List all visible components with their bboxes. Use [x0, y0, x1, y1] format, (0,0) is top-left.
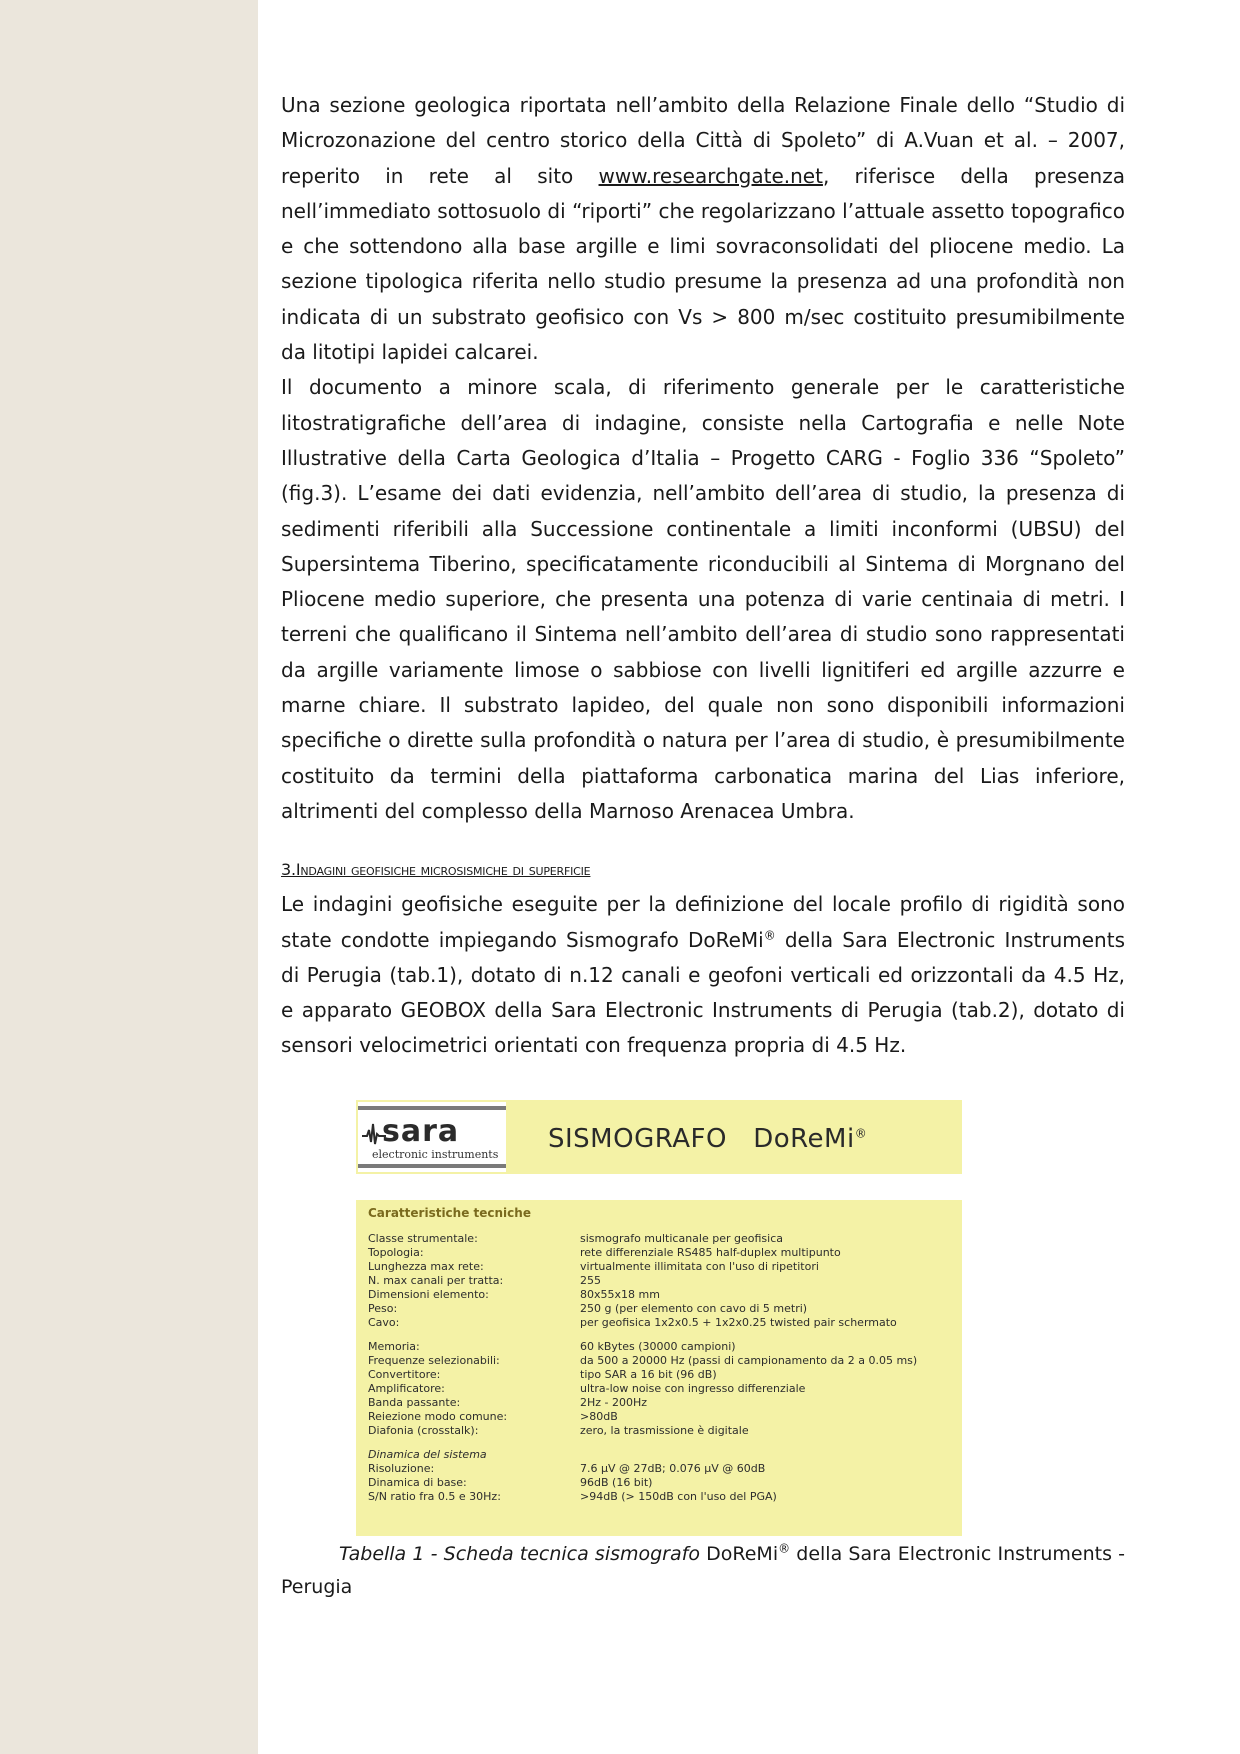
logo-wordmark: sara: [382, 1114, 460, 1149]
spec-title-text: SISMOGRAFO DoReMi: [548, 1124, 855, 1154]
spec-row: [368, 1288, 958, 1302]
spec-value: 2Hz - 200Hz: [580, 1396, 648, 1409]
paragraph-geologic-section: [281, 88, 1125, 370]
paragraph-text: Le indagini geofisiche eseguite per la definizione del locale profilo di rigidità sono state condotte impiegando Sismografo DoReMi: [281, 892, 1125, 952]
spec-row: [368, 1368, 958, 1382]
spec-key: Lunghezza max rete:: [368, 1260, 484, 1273]
spec-key: S/N ratio fra 0.5 e 30Hz:: [368, 1490, 501, 1503]
spec-value: da 500 a 20000 Hz (passi di campionamento da 2 a 0.05 ms): [580, 1354, 918, 1367]
spec-value: per geofisica 1x2x0.5 + 1x2x0.25 twisted pair schermato: [580, 1316, 897, 1329]
spec-key: Risoluzione:: [368, 1462, 435, 1475]
page-margin-band: [0, 0, 258, 1754]
spec-row: [368, 1340, 958, 1354]
spec-key: Reiezione modo comune:: [368, 1410, 508, 1423]
spec-key: Memoria:: [368, 1340, 420, 1353]
spec-caption: Caratteristiche tecniche: [368, 1206, 531, 1220]
paragraph-text: , riferisce della presenza nell’immediato sottosuolo di “riporti” che regolarizzano l’attuale assetto topografico e che sottendono alla base argille e limi sovraconsolidati del pliocene medio. La sezione tipologica riferita nello studio presume la presenza ad una profondità non indicata di un substrato geofisico con Vs > 800 m/sec costituito presumibilmente da litotipi lapidei calcarei.: [281, 163, 1125, 365]
registered-mark: ®: [854, 1126, 868, 1141]
caption-rest: della Sara Electronic Instruments - Perugia: [281, 1543, 1125, 1598]
spec-value: rete differenziale RS485 half-duplex multipunto: [580, 1246, 841, 1259]
logo-subtitle: electronic instruments: [372, 1148, 499, 1161]
spec-value: 7.6 µV @ 27dB; 0.076 µV @ 60dB: [580, 1462, 766, 1475]
spec-row: [368, 1246, 958, 1260]
spec-row: [368, 1302, 958, 1316]
paragraph-text: Una sezione geologica riportata nell’ambito della Relazione Finale dello “Studio di Microzonazione del centro storico della Città di Spoleto” di A.Vuan et al. – 2007, reperito in rete al sito: [281, 93, 1125, 188]
spec-key: Peso:: [368, 1302, 398, 1315]
spec-row: [368, 1316, 958, 1330]
spec-key: Dimensioni elemento:: [368, 1288, 489, 1301]
spec-value: virtualmente illimitata con l'uso di ripetitori: [580, 1260, 819, 1273]
paragraph-geophysical-surveys: [281, 887, 1125, 1063]
paragraph-text: della Sara Electronic Instruments di Perugia (tab.1), dotato di n.12 canali e geofoni verticali ed orizzontali da 4.5 Hz, e apparato GEOBOX della Sara Electronic Instruments di Perugia (tab.2), dotato di sensori velocimetrici orientati con frequenza propria di 4.5 Hz.: [281, 927, 1125, 1058]
spec-value: tipo SAR a 16 bit (96 dB): [580, 1368, 717, 1381]
spec-key: Classe strumentale:: [368, 1232, 478, 1245]
spec-key: Amplificatore:: [368, 1382, 445, 1395]
spec-value: >94dB (> 150dB con l'uso del PGA): [580, 1490, 777, 1503]
spec-key: Topologia:: [368, 1246, 424, 1259]
spec-row: [368, 1490, 958, 1504]
researchgate-link[interactable]: www.researchgate.net: [598, 163, 823, 188]
spec-row: [368, 1476, 958, 1490]
spec-group-label: Dinamica del sistema: [368, 1448, 487, 1461]
table-caption: [281, 1538, 1125, 1604]
spec-key: Cavo:: [368, 1316, 400, 1329]
spec-row: [368, 1274, 958, 1288]
spec-row: [368, 1424, 958, 1438]
spec-row: [368, 1382, 958, 1396]
spec-key: Diafonia (crosstalk):: [368, 1424, 479, 1437]
spec-key: Frequenze selezionabili:: [368, 1354, 500, 1367]
paragraph-carg-document: Il documento a minore scala, di riferimento generale per le caratteristiche litostratigrafiche dell’area di indagine, consiste nella Cartografia e nelle Note Illustrative della Carta Geologica d’Italia – Progetto CARG - Foglio 336 “Spoleto” (fig.3). L’esame dei dati evidenzia, nell’ambito dell’area di studio, la presenza di sedimenti riferibili alla Successione continentale a limiti inconformi (UBSU) del Supersintema Tiberino, specificatamente riconducibili al Sintema di Morgnano del Pliocene medio superiore, che presenta una potenza di varie centinaia di metri. I terreni che qualificano il Sintema nell’ambito dell’area di studio sono rappresentati da argille variamente limose o sabbiose con livelli lignitiferi ed argille azzurre e marne chiare. Il substrato lapideo, del quale non sono disponibili informazioni specifiche o dirette sulla profondità o natura per l’area di studio, è presumibilmente costituito da termini della piattaforma carbonatica marina del Lias inferiore, altrimenti del complesso della Marnoso Arenacea Umbra.: [281, 375, 1125, 823]
registered-mark: ®: [763, 927, 776, 942]
spec-title: [548, 1124, 867, 1154]
spec-row: [368, 1410, 958, 1424]
spec-value: sismografo multicanale per geofisica: [580, 1232, 783, 1245]
spec-row: [368, 1462, 958, 1476]
logo-bottom-bar: [358, 1164, 506, 1168]
spec-value: 80x55x18 mm: [580, 1288, 660, 1301]
spec-row: [368, 1232, 958, 1246]
caption-product-name: DoReMi: [699, 1543, 779, 1565]
logo-top-bar: [358, 1106, 506, 1110]
spec-header: [356, 1100, 962, 1174]
spec-row: [368, 1396, 958, 1410]
sara-logo: [358, 1102, 506, 1172]
page-body: [281, 88, 1125, 1064]
spec-value: 60 kBytes (30000 campioni): [580, 1340, 736, 1353]
spec-row: [368, 1260, 958, 1274]
spec-key: N. max canali per tratta:: [368, 1274, 504, 1287]
spec-value: >80dB: [580, 1410, 618, 1423]
spec-value: zero, la trasmissione è digitale: [580, 1424, 749, 1437]
spec-key: Banda passante:: [368, 1396, 461, 1409]
spec-value: ultra-low noise con ingresso differenziale: [580, 1382, 806, 1395]
spec-value: 250 g (per elemento con cavo di 5 metri): [580, 1302, 808, 1315]
spec-body: [356, 1200, 962, 1536]
section-heading: 3.Indagini geofisiche microsismiche di superficie: [281, 860, 591, 880]
spec-key: Dinamica di base:: [368, 1476, 467, 1489]
spec-key: Convertitore:: [368, 1368, 441, 1381]
spec-sheet-image: [356, 1100, 962, 1536]
spec-value: 255: [580, 1274, 601, 1287]
registered-mark: ®: [778, 1541, 791, 1556]
caption-italic: Tabella 1 - Scheda tecnica sismografo: [339, 1543, 700, 1565]
spec-row: [368, 1354, 958, 1368]
spec-value: 96dB (16 bit): [580, 1476, 653, 1489]
